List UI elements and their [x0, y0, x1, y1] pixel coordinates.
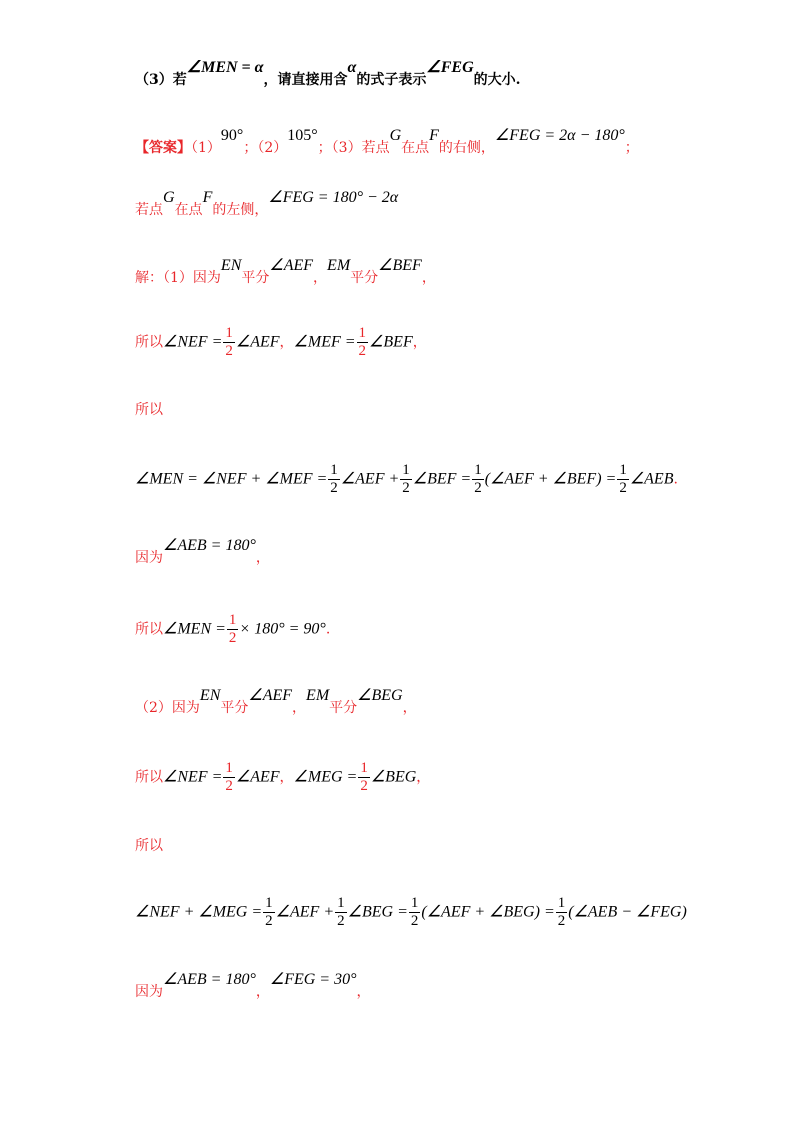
question-3: （3）若∠MEN = α，请直接用含α的式子表示∠FEG的大小. [135, 59, 521, 88]
sol1-line-2: 所以∠NEF = $\frac{1}{2}$ ∠AEF，∠MEF = $\frac{1}{2}$ ∠BEF， [135, 325, 427, 359]
fraction-half: $\frac{1}{2}$ [225, 325, 233, 359]
sol2-line-5: 因为∠AEB = 180°，∠FEG = 30°， [135, 971, 371, 1000]
answer-line-2: 若点G在点F的左侧，∠FEG = 180° − 2α [135, 189, 399, 218]
fraction-half: $\frac{1}{2}$ [337, 895, 345, 929]
sol2-line-4: ∠NEF + ∠MEG = $\frac{1}{2}$ ∠AEF + $\frac{1}{2}$ ∠BEG = $\frac{1}{2}$ (∠AEF + ∠BEG) = $\frac{1}{2}$ (∠AEB − ∠FEG) [135, 895, 687, 929]
fraction-half: $\frac{1}{2}$ [360, 760, 368, 794]
fraction-half: $\frac{1}{2}$ [410, 895, 419, 929]
fraction-half: $\frac{1}{2}$ [557, 895, 566, 929]
fraction-half: $\frac{1}{2}$ [265, 895, 273, 929]
sol2-line-3: 所以 [135, 838, 163, 854]
condition-formula: ∠MEN = α [186, 59, 264, 76]
fraction-half: $\frac{1}{2}$ [358, 325, 367, 359]
answer-tag: 【答案】 [135, 140, 191, 156]
sol2-line-1: （2）因为EN平分∠AEF，EM平分∠BEG， [135, 687, 417, 716]
fraction-half: $\frac{1}{2}$ [330, 462, 338, 496]
sol1-line-6: 所以∠MEN = $\frac{1}{2}$ × 180° = 90°. [135, 612, 331, 646]
fraction-half: $\frac{1}{2}$ [619, 462, 627, 496]
fraction-half: $\frac{1}{2}$ [228, 612, 237, 646]
fraction-half: $\frac{1}{2}$ [402, 462, 410, 496]
answer-line-1: 【答案】（1）90°；（2）105°；（3）若点G在点F的右侧，∠FEG = 2α − 180°； [135, 127, 639, 156]
sol1-line-4: ∠MEN = ∠NEF + ∠MEF = $\frac{1}{2}$ ∠AEF + $\frac{1}{2}$ ∠BEF = $\frac{1}{2}$ (∠AEF + ∠BEF) = $\frac{1}{2}$ ∠AEB. [135, 462, 678, 496]
sol1-line-5: 因为∠AEB = 180°， [135, 537, 270, 566]
fraction-half: $\frac{1}{2}$ [225, 760, 233, 794]
sol2-line-2: 所以∠NEF = $\frac{1}{2}$ ∠AEF，∠MEG = $\frac{1}{2}$ ∠BEG， [135, 760, 431, 794]
fraction-half: $\frac{1}{2}$ [474, 462, 482, 496]
sol1-line-3: 所以 [135, 402, 163, 418]
sol1-line-1: 解：（1）因为EN平分∠AEF，EM平分∠BEF， [135, 257, 436, 286]
